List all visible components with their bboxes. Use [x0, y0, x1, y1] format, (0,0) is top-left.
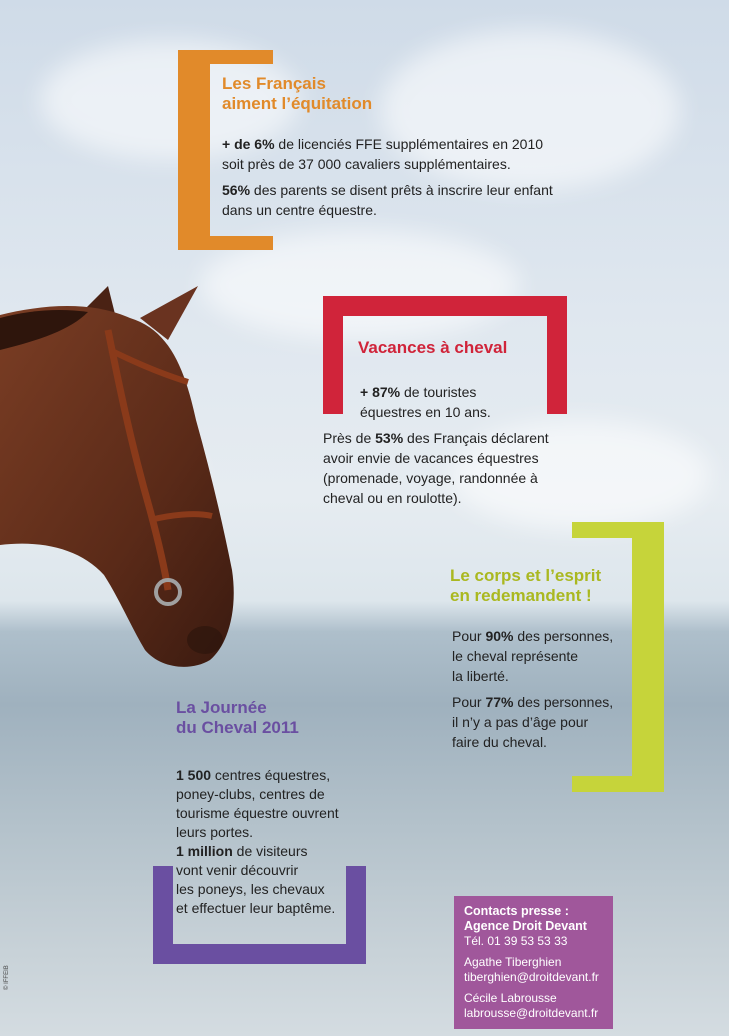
orange-bracket-vertical	[178, 50, 210, 250]
press-agency: Agence Droit Devant	[464, 919, 587, 933]
section3-body: Pour 90% des personnes, le cheval représente la liberté. Pour 77% des personnes, il n’y a pas d’âge pour faire du cheval.	[452, 628, 614, 750]
section1-title: Les Français aiment l’équitation	[222, 74, 373, 113]
red-bracket-left	[323, 296, 343, 414]
contact2-email[interactable]: labrousse@droitdevant.fr	[464, 1006, 599, 1020]
press-phone: Tél. 01 39 53 53 33	[464, 934, 568, 948]
contact1-email[interactable]: tiberghien@droitdevant.fr	[464, 970, 599, 984]
purple-bracket-bottom	[153, 944, 366, 964]
photo-credit: © IFFEIB	[4, 965, 10, 990]
orange-bracket-top	[178, 50, 273, 64]
green-bracket-bottom	[572, 776, 664, 792]
section1-body: + de 6% de licenciés FFE supplémentaires en 2010 soit près de 37 000 cavaliers supplémentaires. 56% des parents se disent prêts à inscrire leur enfant dans un centre équestre.	[222, 136, 553, 218]
section3-title: Le corps et l’esprit en redemandent !	[450, 566, 602, 605]
purple-bracket-right	[346, 866, 366, 964]
green-bracket-vertical	[632, 522, 664, 792]
section2-body-1: + 87% de touristes équestres en 10 ans.	[360, 384, 491, 420]
section2-body-2: Près de 53% des Français déclarent avoir envie de vacances équestres (promenade, voyage, randonnée à cheval ou en roulotte).	[323, 430, 549, 506]
contact1-name: Agathe Tiberghien	[464, 955, 562, 969]
orange-bracket-bottom	[178, 236, 273, 250]
press-contact-box	[454, 896, 613, 1029]
red-bracket-right	[547, 296, 567, 414]
section4-title: La Journée du Cheval 2011	[176, 698, 299, 737]
section4-body: 1 500 centres équestres, poney-clubs, centres de tourisme équestre ouvrent leurs portes. 1 million de visiteurs vont venir découvrir les poneys, les chevaux et effectuer leur baptême.	[176, 767, 339, 916]
contact2-name: Cécile Labrousse	[464, 991, 557, 1005]
section2-title: Vacances à cheval	[358, 338, 508, 357]
red-bracket-top	[323, 296, 567, 316]
press-heading: Contacts presse :	[464, 904, 569, 918]
